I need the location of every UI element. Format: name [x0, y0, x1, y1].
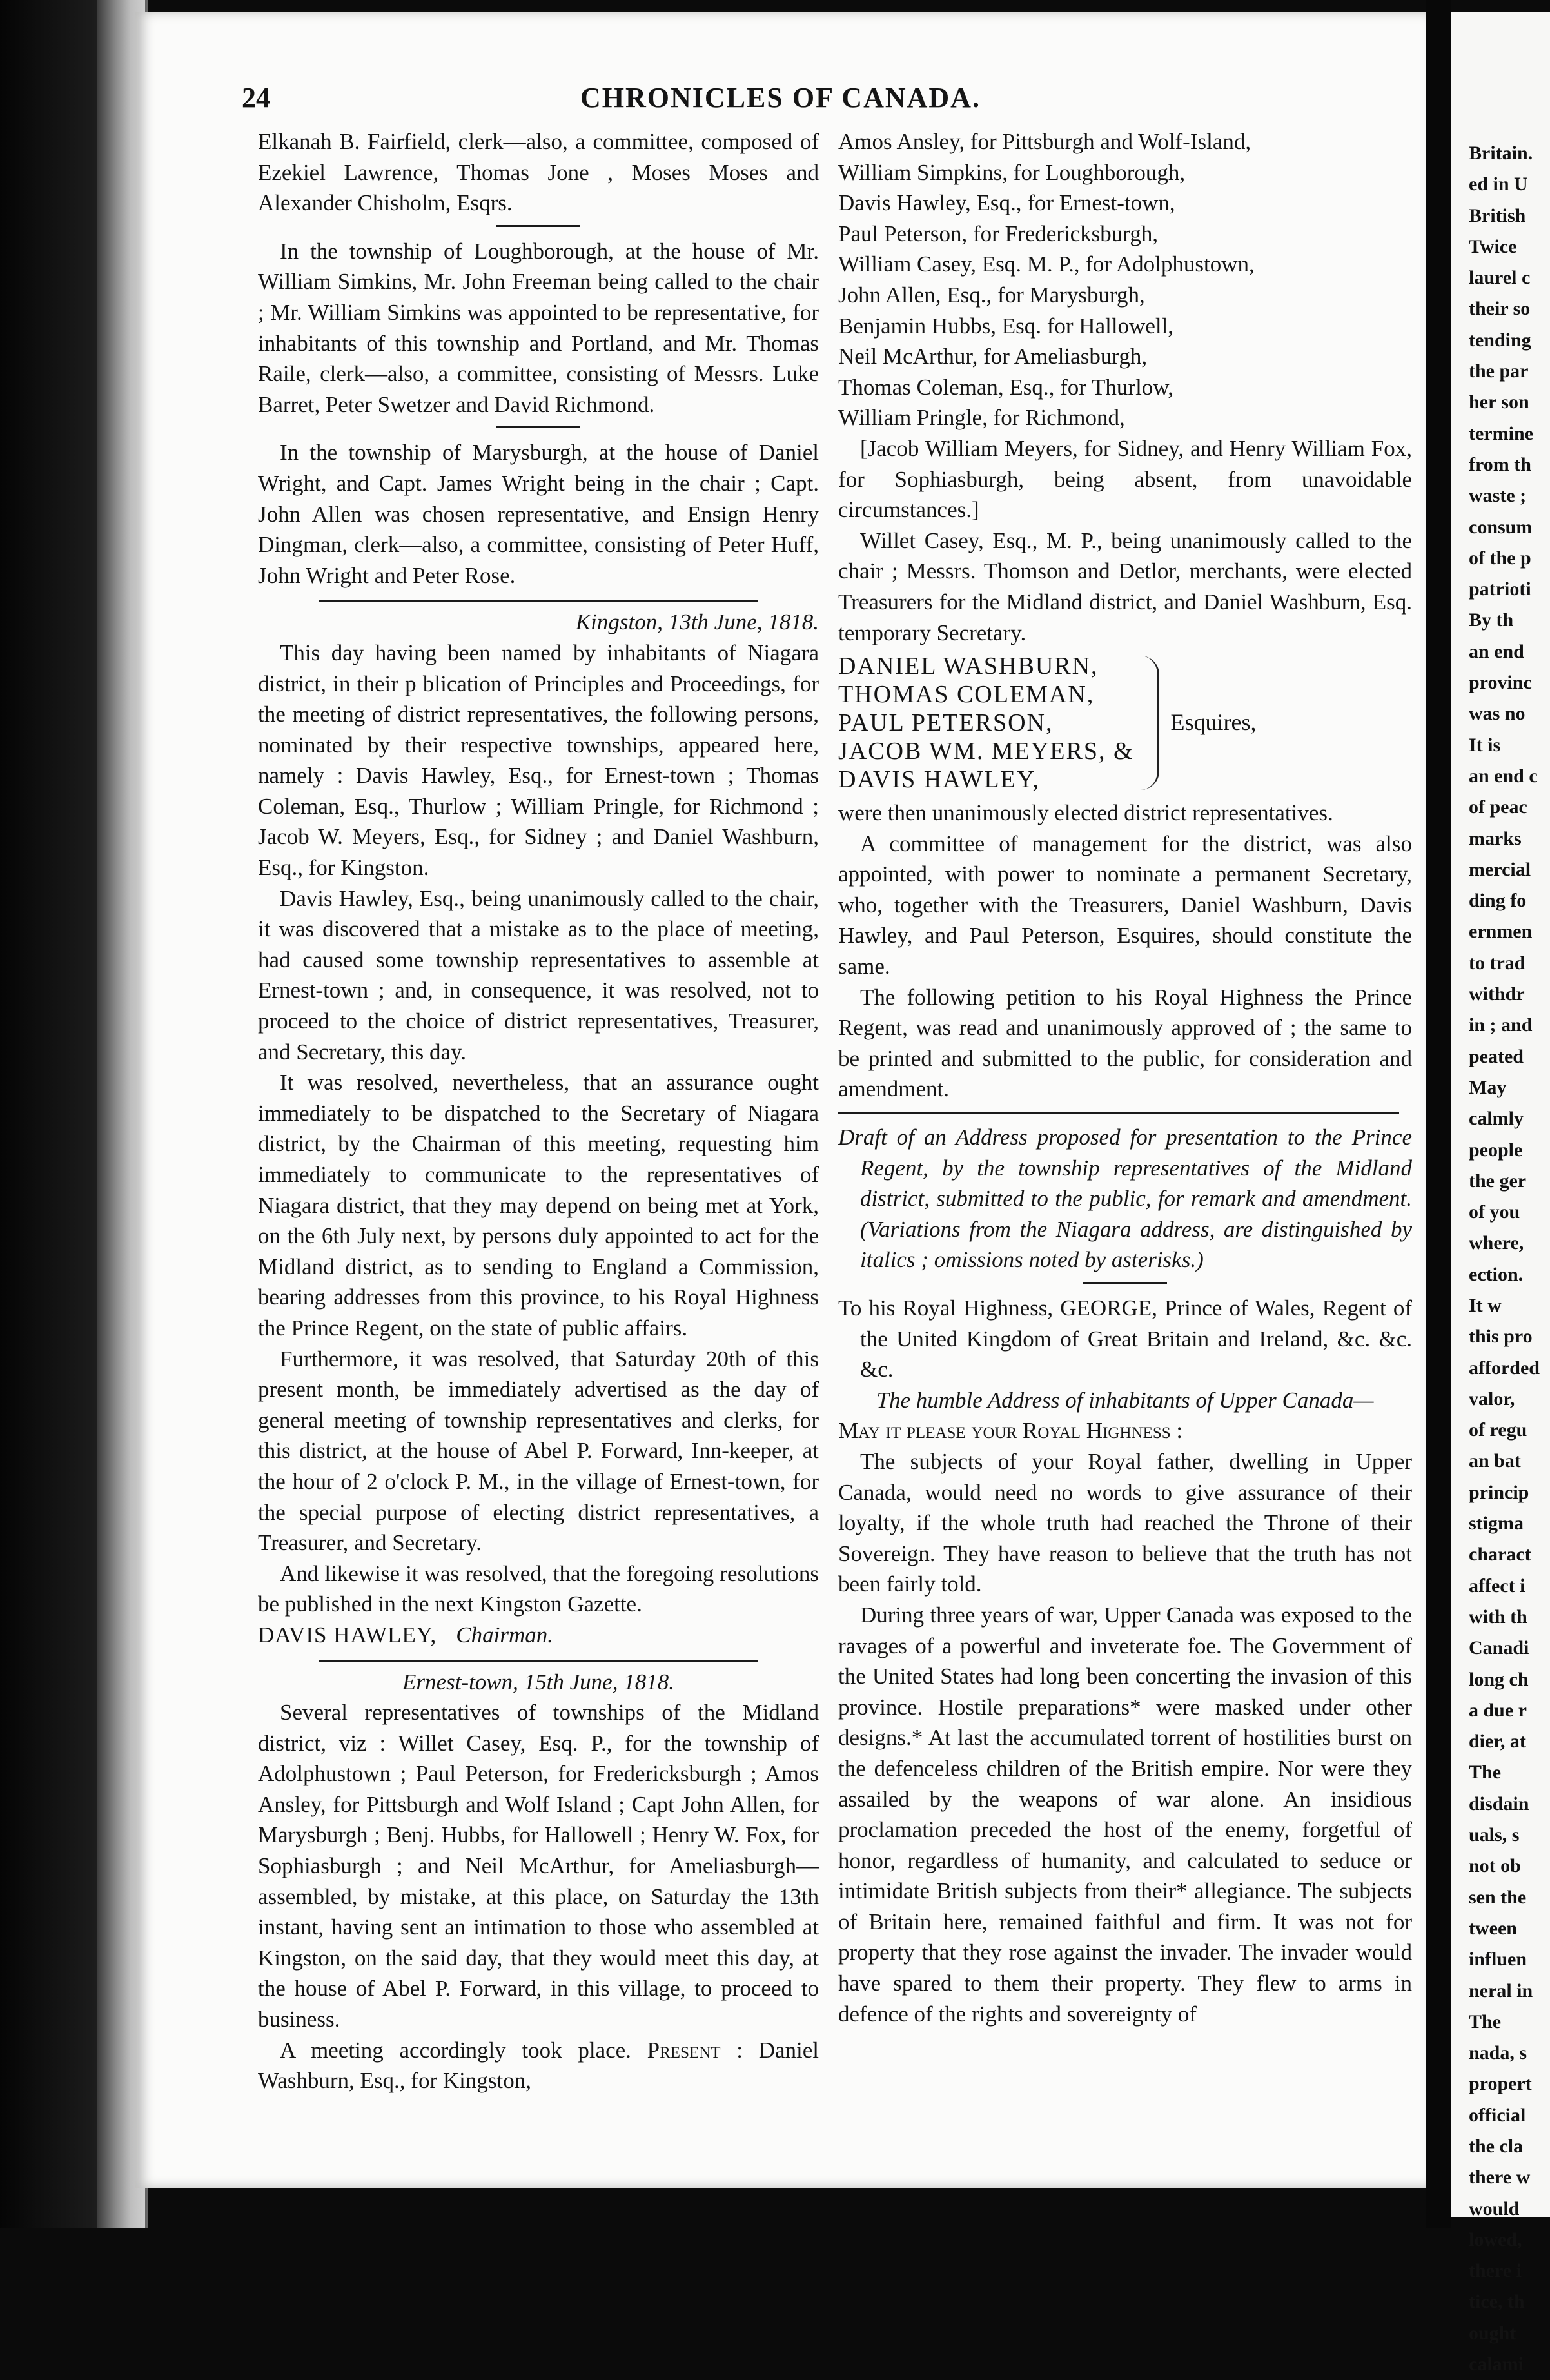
paragraph: During three years of war, Upper Canada was exposed to the ravages of a powerful and inveterate foe. The Government of the United States had long been concerting the invasion of this province. Hostile preparations* were masked under other designs.* At last the accumulated torrent of hostilities burst on the defenceless children of the British empire. Nor were they assailed by the weapons of war alone. An insidious proclamation preceded the host of the enemy, forgetful of honor, regardless of humanity, and calculated to seduce or intimidate British subjects from their* allegiance. The subjects of Britain here, remained faithful and firm. It was not for property that they rose against the invader. The invader would have spared to them their property. They flew to arms in defence of the rights and sovereignty of — [838, 1602, 1412, 2027]
salutation: May it please your Royal Highness : — [838, 1418, 1183, 1444]
draft-note: Draft of an Address proposed for presentation to the Prince Regent, by the township representatives of the Midland district, submitted to the public, for remark and amendment. (Variations from the Niagara address, are distinguished by italics ; omissions noted by asterisks.) — [838, 1125, 1412, 1273]
adjacent-page-line: Britain. — [1469, 143, 1533, 164]
adjacent-page-line: an bat — [1469, 1450, 1521, 1472]
adjacent-page-line: tween — [1469, 1917, 1517, 1939]
elected-names-list — [838, 652, 1134, 794]
present-label: Present : — [647, 2037, 743, 2063]
adjacent-page-line: laurel c — [1469, 267, 1531, 289]
adjacent-page-line: May — [1469, 1076, 1507, 1098]
adjacent-page-line: consum — [1469, 516, 1533, 538]
elected-name: THOMAS COLEMAN, — [838, 681, 1095, 709]
section-divider — [319, 1660, 758, 1662]
meeting-lead: A meeting accordingly took place. — [280, 2037, 631, 2063]
adjacent-page-line: Twice — [1469, 235, 1517, 257]
paragraph: In the township of Marysburgh, at the house of Daniel Wright, and Capt. James Wright being in the chair ; Capt. John Allen was chosen representative, and Ensign Henry Dingman, clerk—also, a committee, consisting of Peter Huff, John Wright and Peter Rose. — [258, 440, 819, 588]
adjacent-page-line: It is — [1469, 734, 1501, 756]
roster-entry: Amos Ansley, for Pittsburgh and Wolf-Island, — [838, 129, 1251, 154]
curly-brace — [1141, 656, 1159, 790]
adjacent-page-line: from th — [1469, 453, 1531, 475]
roster-entry: Neil McArthur, for Ameliasburgh, — [838, 344, 1148, 369]
section-divider — [496, 426, 580, 428]
right-text-column — [838, 126, 1412, 2029]
adjacent-page-line: influen — [1469, 1949, 1527, 1971]
adjacent-page-line: was no — [1469, 703, 1525, 725]
adjacent-page-line: stigma — [1469, 1513, 1524, 1535]
paragraph: This day having been named by inhabitants of Niagara district, in their p blication of Principles and Proceedings, for the meeting of district representatives, the following persons, nominated by their respective townships, appeared here, namely : Davis Hawley, Esq., for Ernest-town ; Thomas Coleman, Esq., Thurlow ; William Pringle, for Richmond ; Jacob W. Meyers, Esq., for Sidney ; and Daniel Washburn, Esq., for Kingston. — [258, 640, 819, 881]
adjacent-page-line: this pro — [1469, 1326, 1533, 1348]
address-title: The humble Address of inhabitants of Upper Canada— — [876, 1387, 1374, 1413]
roster-entry: Paul Peterson, for Fredericksburgh, — [838, 221, 1159, 246]
adjacent-page-line: in ; and — [1469, 1014, 1533, 1036]
page-gutter — [1426, 0, 1451, 2228]
roster-entry: Benjamin Hubbs, Esq. for Hallowell, — [838, 313, 1174, 339]
adjacent-page-line: It w — [1469, 1294, 1502, 1316]
adjacent-page-line: peated — [1469, 1045, 1524, 1067]
adjacent-page-line: By th — [1469, 609, 1514, 631]
adjacent-page-line: ection. — [1469, 1263, 1524, 1285]
dateline: Ernest-town, 15th June, 1818. — [402, 1669, 674, 1695]
paragraph: The following petition to his Royal Highness the Prince Regent, was read and unanimously approved of ; the same to be printed and submitted to the public, for consideration and amendment. — [838, 984, 1412, 1102]
adjacent-page-line: of peac — [1469, 796, 1527, 818]
elected-names-block — [838, 652, 1412, 794]
adjacent-page-line: dier, at — [1469, 1731, 1526, 1753]
roster-entry: Thomas Coleman, Esq., for Thurlow, — [838, 374, 1174, 400]
paragraph: Several representatives of townships of the Midland district, viz : Willet Casey, Esq. P., for the township of Adolphustown ; Paul Peterson, for Fredericksburgh ; Amos Ansley, for Pittsburgh and Wolf Island ; Capt John Allen, for Marysburgh ; Benj. Hubbs, for Hallowell ; Henry W. Fox, for Sophiasburgh ; and Neil McArthur, for Ameliasburgh—assembled, by mistake, at this place, on Saturday the 13th instant, having sent an intimation to those who assembled at Kingston, on the said day, that they would meet this day, at the house of Abel P. Forward, in this village, to proceed to business. — [258, 1700, 819, 2032]
adjacent-page-line: an end — [1469, 640, 1524, 662]
paragraph: were then unanimously elected district representatives. — [838, 800, 1333, 826]
adjacent-page-line: ernmen — [1469, 921, 1533, 943]
address-recipient: To his Royal Highness, GEORGE, Prince of Wales, Regent of the United Kingdom of Great Britain and Ireland, &c. &c. &c. — [838, 1295, 1412, 1382]
adjacent-page-line: ought — [1469, 2322, 1516, 2344]
paragraph: It was resolved, nevertheless, that an assurance ought immediately to be dispatched to the Secretary of Niagara district, by the Chairman of this meeting, requesting him immediately to communicate to the representatives of Niagara district, that they may depend on being met at York, on the 6th July next, by persons duly appointed to act for the Midland district, as to sending to England a Commission, bearing addresses from this province, to his Royal Highness the Prince Regent, on the state of public affairs. — [258, 1070, 819, 1341]
adjacent-page-fragment — [1451, 12, 1550, 2375]
paragraph — [258, 2035, 819, 2096]
paragraph: Elkanah B. Fairfield, clerk—also, a committee, composed of Ezekiel Lawrence, Thomas Jone , Moses Moses and Alexander Chisholm, Esqrs. — [258, 129, 819, 216]
adjacent-page-line: withdr — [1469, 983, 1525, 1005]
adjacent-page-line: an end c — [1469, 765, 1538, 787]
elected-name: DANIEL WASHBURN, — [838, 653, 1099, 680]
adjacent-page-line: of regu — [1469, 1419, 1527, 1441]
adjacent-page-line: tice, th — [1469, 2291, 1525, 2313]
signature-name: DAVIS HAWLEY, — [258, 1622, 437, 1647]
adjacent-page-line: propert — [1469, 2073, 1532, 2095]
adjacent-page-line: not ob — [1469, 1855, 1521, 1877]
adjacent-page-line: their so — [1469, 298, 1531, 320]
adjacent-page-line: valor, — [1469, 1388, 1515, 1410]
signature-role: Chairman. — [456, 1622, 553, 1647]
adjacent-page-line: to trad — [1469, 952, 1525, 974]
adjacent-page-lines — [1451, 138, 1540, 2380]
adjacent-page-line: termine — [1469, 422, 1533, 444]
adjacent-page-line: nada, s — [1469, 2042, 1527, 2064]
adjacent-page-line: affect i — [1469, 1575, 1525, 1597]
section-divider — [496, 225, 580, 227]
adjacent-page-line: of the p — [1469, 547, 1531, 569]
adjacent-page-line: with th — [1469, 1606, 1527, 1628]
elected-name: PAUL PETERSON, — [838, 709, 1054, 737]
signature-line — [258, 1620, 819, 1651]
roster-entry: John Allen, Esq., for Marysburgh, — [838, 282, 1145, 308]
roster-entry: William Pringle, for Richmond, — [838, 405, 1125, 431]
paragraph: And likewise it was resolved, that the foregoing resolutions be published in the next Kingston Gazette. — [258, 1560, 819, 1617]
adjacent-page-line: there i — [1469, 2260, 1522, 2282]
paragraph: Furthermore, it was resolved, that Saturday 20th of this present month, be immediately advertised as the day of general meeting of township representatives and clerks, for this district, at the house of Abel P. Forward, Inn-keeper, at the hour of 2 o'clock P. M., in the village of Ernest-town, for the special purpose of electing district representatives, a Treasurer, and Secretary. — [258, 1346, 819, 1556]
adjacent-page-line: The — [1469, 2011, 1502, 2032]
adjacent-page-line: lowed, — [1469, 2228, 1522, 2250]
adjacent-page-line: mercial — [1469, 858, 1531, 880]
adjacent-page-line: the cla — [1469, 2136, 1524, 2157]
adjacent-page-line: British — [1469, 204, 1526, 226]
adjacent-page-line: Canadi — [1469, 1637, 1529, 1659]
adjacent-page-line: long ch — [1469, 1668, 1529, 1690]
section-divider — [319, 600, 758, 602]
adjacent-page-line: tending — [1469, 329, 1531, 351]
adjacent-page-line: a due r — [1469, 1699, 1527, 1721]
adjacent-page-line: afforded — [1469, 1357, 1540, 1379]
paragraph: The subjects of your Royal father, dwelling in Upper Canada, would need no words to give assurance of their loyalty, if the whole truth had reached the Throne of their Sovereign. They have reason to believe that the truth has not been fairly told. — [838, 1448, 1412, 1597]
adjacent-page-line: provinc — [1469, 672, 1532, 694]
roster-list — [838, 126, 1412, 433]
adjacent-page-line: calami — [1469, 2354, 1524, 2375]
adjacent-page-line: the ger — [1469, 1170, 1527, 1192]
adjacent-page-line: calmly — [1469, 1108, 1524, 1130]
adjacent-page-line: disdain — [1469, 1793, 1529, 1815]
adjacent-page-line: where, — [1469, 1232, 1524, 1254]
paragraph: In the township of Loughborough, at the house of Mr. William Simkins, Mr. John Freeman being called to the chair ; Mr. William Simkins was appointed to be representative, for inhabitants of this township and Portland, and Mr. Thomas Raile, clerk—also, a committee, consisting of Messrs. Luke Barret, Peter Swetzer and David Richmond. — [258, 238, 819, 417]
paragraph: Davis Hawley, Esq., being unanimously called to the chair, it was discovered that a mistake as to the place of meeting, had caused some township representatives to assemble at Ernest-town ; and, in consequence, it was resolved, not to proceed to the choice of district representatives, Treasurer, and Secretary, this day. — [258, 885, 819, 1065]
adjacent-page-line: princip — [1469, 1481, 1529, 1503]
meeting-tail: Daniel Washburn, Esq., for Kingston, — [258, 2037, 819, 2094]
adjacent-page-line: marks — [1469, 827, 1522, 849]
roster-entry: William Casey, Esq. M. P., for Adolphustown, — [838, 251, 1255, 277]
adjacent-page-line: official — [1469, 2104, 1526, 2126]
roster-entry: Davis Hawley, Esq., for Ernest-town, — [838, 190, 1175, 216]
adjacent-page-line: The — [1469, 1762, 1502, 1784]
paragraph: A committee of management for the district, was also appointed, with power to nominate a permanent Secretary, who, together with the Treasurers, Daniel Washburn, Davis Hawley, and Paul Peterson, Esquires, should constitute the same. — [838, 831, 1412, 979]
adjacent-page-line: sen the — [1469, 1886, 1527, 1908]
adjacent-page-line: uals, s — [1469, 1824, 1520, 1846]
elected-name: JACOB WM. MEYERS, & — [838, 738, 1134, 765]
adjacent-page-line: would — [1469, 2198, 1520, 2219]
left-text-column — [258, 126, 819, 2096]
adjacent-page-line: ed in U — [1469, 173, 1528, 195]
adjacent-page-line: charact — [1469, 1544, 1531, 1566]
dateline: Kingston, 13th June, 1818. — [575, 609, 819, 635]
section-divider — [1083, 1282, 1167, 1284]
absent-note: [Jacob William Meyers, for Sidney, and Henry William Fox, for Sophiasburgh, being absent, from unavoidable circumstances.] — [838, 435, 1412, 523]
adjacent-page-line: waste ; — [1469, 485, 1527, 507]
adjacent-page-line: ding fo — [1469, 890, 1527, 912]
paragraph: Willet Casey, Esq., M. P., being unanimously called to the chair ; Messrs. Thomson and Detlor, merchants, were elected Treasurers for the Midland district, and Daniel Washburn, Esq. temporary Secretary. — [838, 527, 1412, 645]
adjacent-page-line: of you — [1469, 1201, 1520, 1223]
elected-name: DAVIS HAWLEY, — [838, 766, 1040, 794]
adjacent-page-line: the par — [1469, 360, 1529, 382]
page-number: 24 — [242, 82, 270, 113]
elected-role: Esquires, — [1170, 709, 1257, 736]
running-head: CHRONICLES OF CANADA. — [580, 82, 981, 113]
adjacent-page-line: people — [1469, 1139, 1523, 1161]
section-divider — [838, 1112, 1399, 1114]
adjacent-page-line: her son — [1469, 391, 1529, 413]
adjacent-page-line: neral in — [1469, 1980, 1533, 2001]
roster-entry: William Simpkins, for Loughborough, — [838, 159, 1186, 185]
adjacent-page-line: there w — [1469, 2167, 1531, 2188]
adjacent-page-line: patrioti — [1469, 578, 1531, 600]
